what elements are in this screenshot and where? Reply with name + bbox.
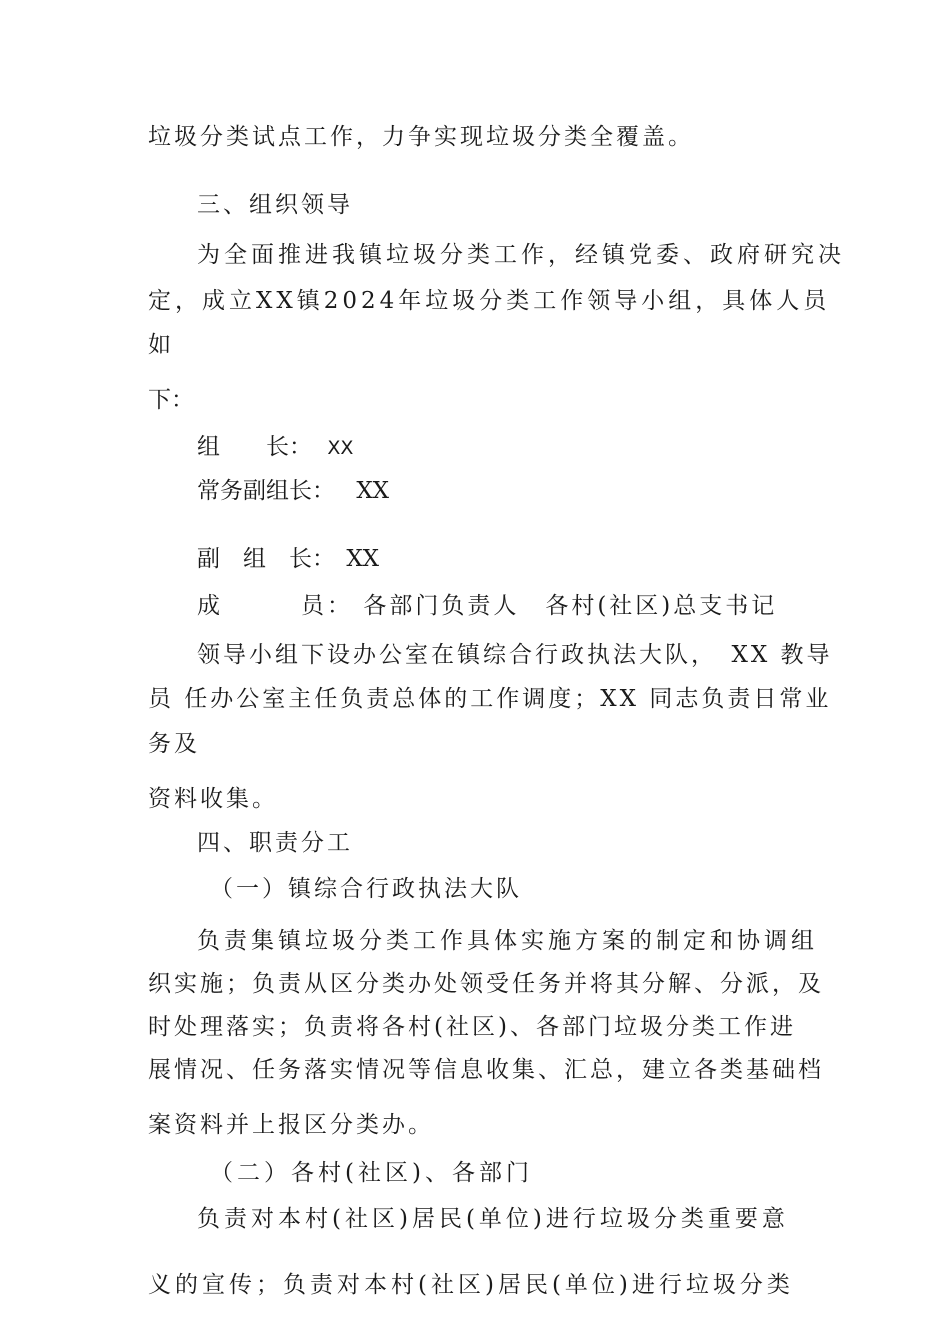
text-line: 时处理落实；负责将各村(社区)、各部门垃圾分类工作进 [148, 1014, 796, 1040]
text-line: 务及 [148, 731, 200, 757]
text-line: 领导小组下设办公室在镇综合行政执法大队， XX 教导 [197, 642, 833, 668]
role-label: 组 长： [197, 434, 312, 460]
text-line: 下： [148, 387, 194, 413]
leader-row [197, 432, 353, 463]
section-heading: 三、组织领导 [197, 192, 353, 218]
text-line: 为全面推进我镇垃圾分类工作，经镇党委、政府研究决 [197, 242, 845, 268]
subsection-heading: （二）各村(社区)、各部门 [210, 1160, 533, 1186]
name-value: XX [356, 478, 390, 504]
section-heading: 四、职责分工 [197, 830, 353, 856]
text-line: 展情况、任务落实情况等信息收集、汇总，建立各类基础档 [148, 1057, 824, 1083]
leader-row [197, 591, 777, 621]
role-label: 成 员： [197, 593, 353, 619]
text-line: 员 任办公室主任负责总体的工作调度；XX 同志负责日常业 [148, 686, 832, 712]
role-label: 副 组 长： [197, 546, 335, 572]
text-line: 定，成立XX镇2024年垃圾分类工作领导小组，具体人员 [148, 288, 831, 314]
text-line: 如 [148, 332, 171, 358]
text-line: 义的宣传；负责对本村(社区)居民(单位)进行垃圾分类 [148, 1272, 794, 1298]
leader-row [197, 476, 389, 506]
name-value: XX [346, 546, 380, 572]
name-value: XX [327, 437, 354, 459]
text-line: 负责对本村(社区)居民(单位)进行垃圾分类重要意 [197, 1206, 789, 1232]
name-value: 各部门负责人 各村(社区)总支书记 [363, 593, 778, 619]
text-line: 垃圾分类试点工作，力争实现垃圾分类全覆盖。 [148, 124, 694, 150]
text-line: 织实施；负责从区分类办处领受任务并将其分解、分派，及 [148, 971, 824, 997]
text-line: 资料收集。 [148, 786, 278, 812]
text-line: 负责集镇垃圾分类工作具体实施方案的制定和协调组 [197, 928, 818, 954]
text-line: 案资料并上报区分类办。 [148, 1112, 434, 1138]
leader-row [197, 544, 379, 574]
subsection-heading: （一）镇综合行政执法大队 [210, 876, 522, 902]
role-label: 常务副组长： [197, 478, 335, 504]
